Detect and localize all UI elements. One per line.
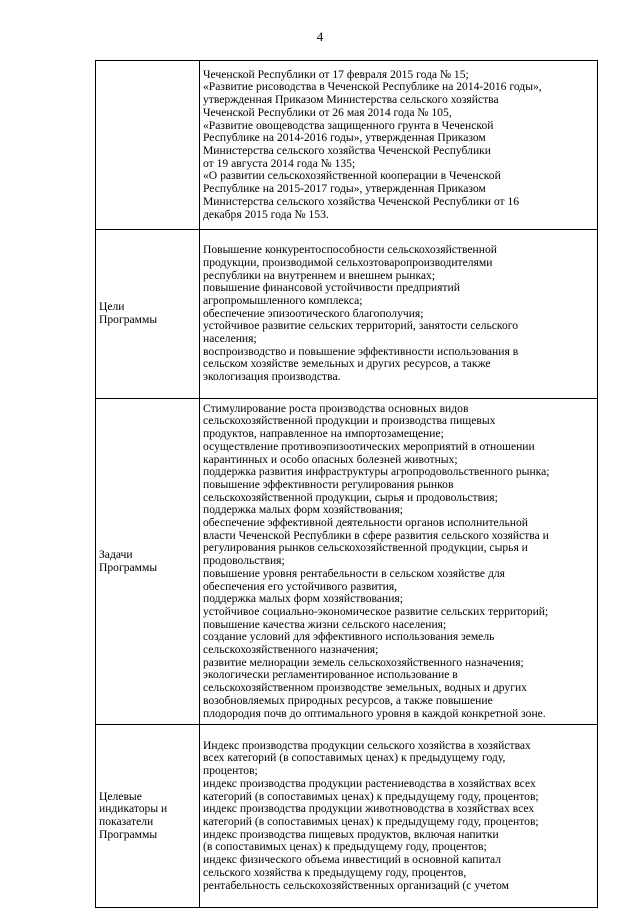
text-line: рентабельность сельскохозяйственных организаций (с учетом — [203, 878, 509, 892]
text-line: сельского хозяйства к предыдущему году, процентов, — [203, 865, 467, 879]
text-line: от 19 августа 2014 года № 135; — [203, 156, 356, 170]
text-line: сельскохозяйственного назначения; — [203, 643, 379, 657]
text-line: индекс производства пищевых продуктов, включая напитки — [203, 827, 499, 841]
text-line: сельскохозяйственном производстве земельных, водных и других — [203, 681, 527, 695]
text-line: сельскохозяйственной продукции и производства пищевых — [203, 414, 496, 428]
text-line: сельскохозяйственной продукции, сырья и продовольствия; — [203, 490, 498, 504]
table-row-goals — [96, 230, 598, 399]
text-line: карантинных и особо опасных болезней животных; — [203, 452, 458, 466]
text-line: регулирования рынков сельскохозяйственной продукции, сырья и — [203, 541, 528, 555]
text-line: продовольствия; — [203, 554, 285, 568]
text-line: сельском хозяйстве земельных и других ресурсов, а также — [203, 357, 491, 371]
goals-content — [200, 230, 598, 399]
text-line: категорий (в сопоставимых ценах) к предыдущему году, процентов; — [203, 815, 539, 828]
text-line: продукции, производимой сельхозтоваропроизводителями — [203, 255, 493, 269]
text-line: всех категорий (в сопоставимых ценах) к предыдущему году, — [203, 751, 506, 765]
text-line: «О развитии сельскохозяйственной кооперации в Чеченской — [203, 169, 501, 183]
text-line: Министерства сельского хозяйства Чеченской Республики — [203, 144, 491, 157]
text-line: продуктов, направленное на импортозамещение; — [203, 427, 444, 441]
row-label-indicators: Целевые индикаторы и показатели Программы — [96, 725, 200, 908]
text-line: агропромышленного комплекса; — [203, 293, 363, 307]
text-line: утвержденная Приказом Министерства сельского хозяйства — [203, 93, 499, 107]
text-line: «Развитие овощеводства защищенного грунта в Чеченской — [203, 118, 494, 132]
text-line: повышение качества жизни сельского населения; — [203, 617, 447, 631]
table-row-indicators — [96, 725, 598, 908]
text-line: устойчивое развитие сельских территорий, занятости сельского — [203, 319, 519, 333]
text-line: экологизация производства. — [203, 370, 341, 384]
text-line: Индекс производства продукции сельского хозяйства в хозяйствах — [203, 738, 531, 752]
text-line: поддержка развития инфраструктуры агропродовольственного рынка; — [203, 465, 550, 479]
text-line: Республике на 2015-2017 годы», утвержденная Приказом — [203, 182, 486, 196]
text-line: обеспечения его устойчивого развития, — [203, 579, 398, 593]
text-line: повышение эффективности регулирования рынков — [203, 477, 454, 491]
text-line: индекс производства продукции животноводства в хозяйствах всех — [203, 802, 535, 816]
text-line: осуществление противоэпизоотических мероприятий в отношении — [203, 439, 535, 453]
text-line: повышение финансовой устойчивости предприятий — [203, 281, 460, 295]
table-row-tasks — [96, 399, 598, 725]
text-line: развитие мелиорации земель сельскохозяйственного назначения; — [203, 655, 524, 669]
text-line: процентов; — [203, 764, 258, 778]
row-label-goals: Цели Программы — [96, 230, 200, 399]
text-line: (в сопоставимых ценах) к предыдущему году, процентов; — [203, 840, 487, 854]
text-line: власти Чеченской Республики в сфере развития сельского хозяйства и — [203, 528, 549, 542]
row-label-empty — [96, 61, 200, 230]
text-line: повышение уровня рентабельности в сельском хозяйстве для — [203, 566, 505, 580]
approved-subprograms-list — [200, 61, 598, 230]
program-passport-table — [95, 60, 598, 908]
text-line: населения; — [203, 332, 257, 346]
text-line: обеспечение эпизоотического благополучия; — [203, 306, 424, 320]
table-row-approved-subprograms — [96, 61, 598, 230]
text-line: Повышение конкурентоспособности сельскохозяйственной — [203, 243, 497, 257]
page-number: 4 — [316, 29, 324, 44]
text-line: Республике на 2014-2016 годы», утвержденная Приказом — [203, 131, 486, 145]
text-line: Стимулирование роста производства основных видов — [203, 401, 469, 415]
text-line: возобновляемых природных ресурсов, а также повышение — [203, 693, 493, 707]
text-line: «Развитие рисоводства в Чеченской Республике на 2014-2016 годы», — [203, 80, 542, 94]
text-line: индекс физического объема инвестиций в основной капитал — [203, 853, 502, 867]
text-line: республики на внутреннем и внешнем рынках; — [203, 268, 436, 282]
text-line: индекс производства продукции растениеводства в хозяйствах всех — [203, 776, 536, 790]
text-line: Министерства сельского хозяйства Чеченской Республики от 16 — [203, 194, 520, 208]
text-line: категорий (в сопоставимых ценах) к предыдущему году, процентов; — [203, 789, 539, 803]
tasks-content — [200, 399, 598, 725]
text-line: Чеченской Республики от 17 февраля 2015 года № 15; — [203, 67, 469, 81]
indicators-content — [200, 725, 598, 908]
row-label-tasks: Задачи Программы — [96, 399, 200, 725]
text-line: поддержка малых форм хозяйствования; — [203, 503, 403, 517]
text-line: декабря 2015 года № 153. — [203, 207, 329, 221]
text-line: экологически регламентированное использование в — [203, 668, 458, 682]
text-line: обеспечение эффективной деятельности органов исполнительной — [203, 516, 528, 530]
text-line: поддержка малых форм хозяйствования; — [203, 592, 403, 606]
text-line: Чеченской Республики от 26 мая 2014 года № 105, — [203, 105, 452, 119]
text-line: создание условий для эффективного использования земель — [203, 630, 495, 644]
text-line: плодородия почв до оптимального уровня в каждой конкретной зоне. — [203, 706, 546, 720]
text-line: устойчивое социально-экономическое развитие сельских территорий; — [203, 604, 549, 618]
text-line: воспроизводство и повышение эффективности использования в — [203, 344, 519, 358]
